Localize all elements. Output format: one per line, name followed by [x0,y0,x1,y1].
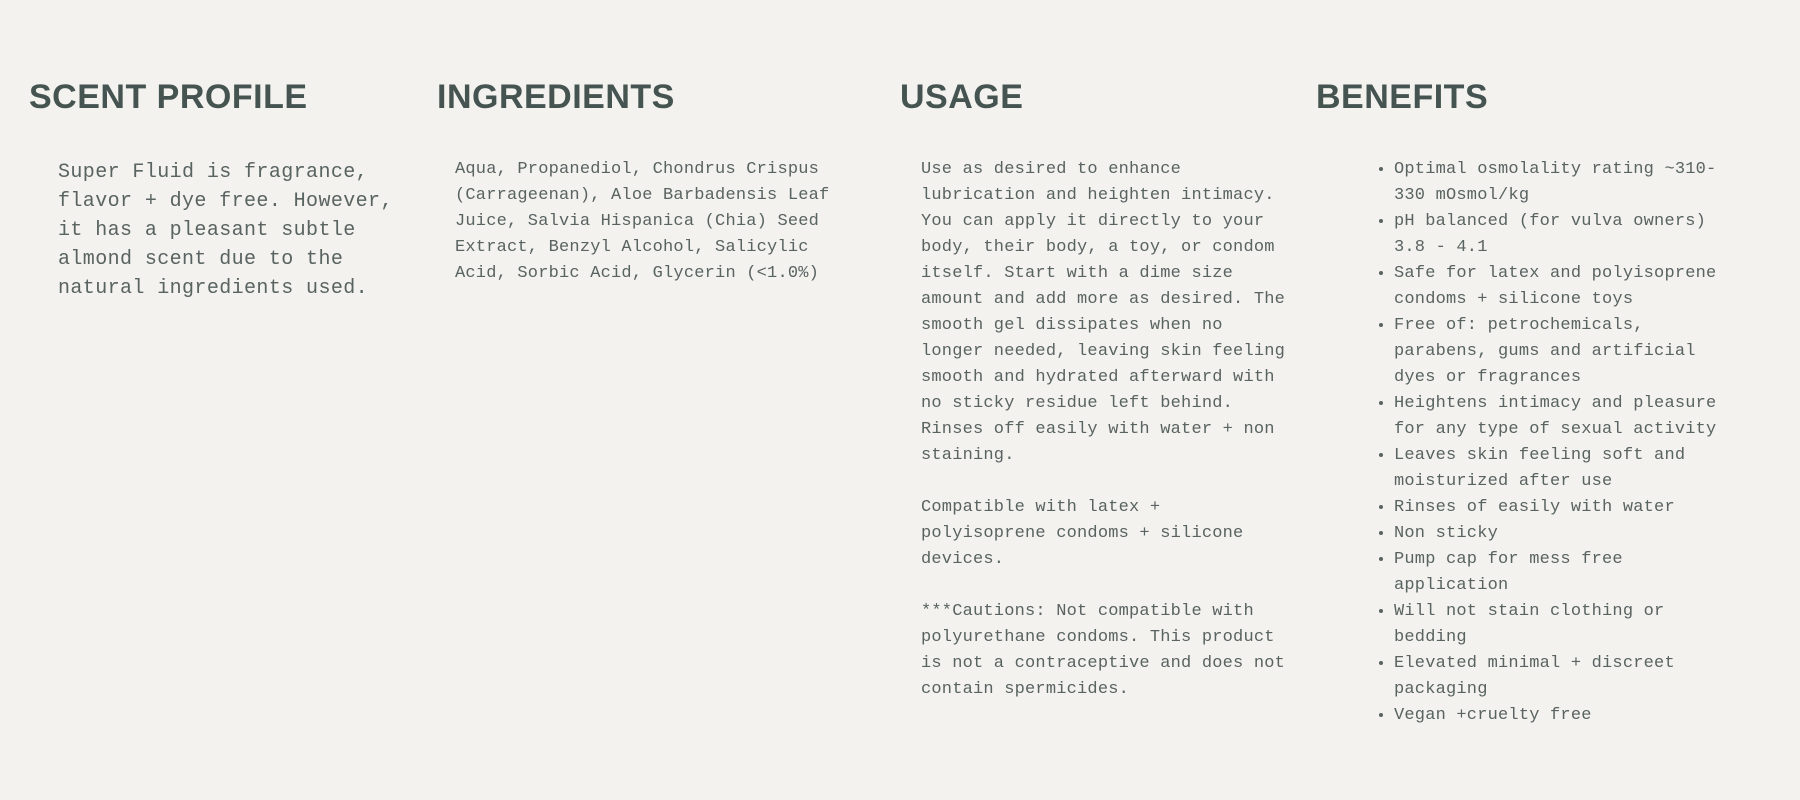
usage-paragraph-directions: Use as desired to enhance lubrication and heighten intimacy. You can apply it directly to your body, their body, a toy, or condom itself. Start with a dime size amount and add more as desired. The smooth gel dissipates when no longer needed, leaving skin feeling smooth and hydrated afterward with no sticky residue left behind. Rinses off easily with water + non staining. [921,160,1286,465]
benefits-heading: BENEFITS [1316,78,1489,116]
benefit-item: • Will not stain clothing or bedding [1394,599,1744,651]
benefit-item: • Optimal osmolality rating ~310-330 mOsmol/kg [1394,157,1744,209]
usage-heading: USAGE [900,78,1024,116]
scent-profile-text: Super Fluid is fragrance, flavor + dye free. However, it has a pleasant subtle almond scent due to the natural ingredients used. [58,161,393,300]
usage-text-block [921,157,1291,729]
benefit-item: • Non sticky [1394,521,1744,547]
benefit-item: • Free of: petrochemicals, parabens, gums and artificial dyes or fragrances [1394,313,1744,391]
benefit-item: • Vegan +cruelty free [1394,703,1744,729]
scent-profile-heading: SCENT PROFILE [29,78,308,116]
benefit-item: • Leaves skin feeling soft and moisturized after use [1394,443,1744,495]
benefit-item: • Rinses of easily with water [1394,495,1744,521]
benefit-item: • Safe for latex and polyisoprene condoms + silicone toys [1394,261,1744,313]
usage-paragraph-cautions: ***Cautions: Not compatible with polyurethane condoms. This product is not a contraceptive and does not contain spermicides. [921,602,1286,699]
benefits-list [1374,157,1744,729]
ingredients-heading: INGREDIENTS [437,78,675,116]
benefit-item: • Elevated minimal + discreet packaging [1394,651,1744,703]
benefit-item: • pH balanced (for vulva owners) 3.8 - 4.1 [1394,209,1744,261]
benefit-item: • Pump cap for mess free application [1394,547,1744,599]
benefit-item: • Heightens intimacy and pleasure for any type of sexual activity [1394,391,1744,443]
ingredients-text: Aqua, Propanediol, Chondrus Crispus (Carrageenan), Aloe Barbadensis Leaf Juice, Salvia Hispanica (Chia) Seed Extract, Benzyl Alcohol, Salicylic Acid, Sorbic Acid, Glycerin (<1.0%) [455,160,830,283]
usage-paragraph-compatibility: Compatible with latex + polyisoprene condoms + silicone devices. [921,498,1244,569]
